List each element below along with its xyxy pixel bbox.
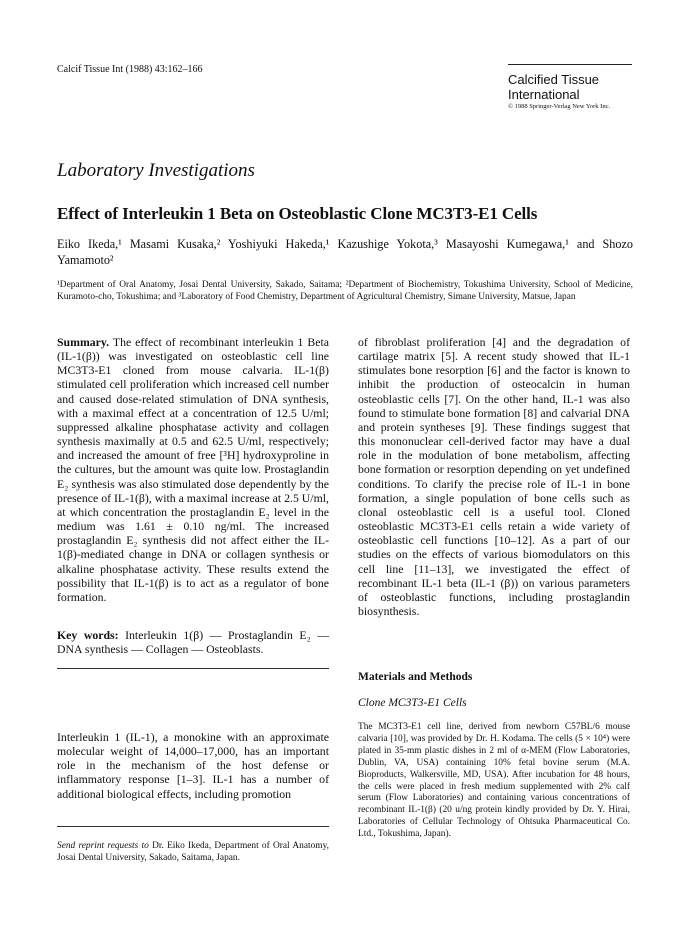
affiliations: ¹Department of Oral Anatomy, Josai Dental University, Sakado, Saitama; ²Department of Biochemistry, Tokushima University, School of Medicine, Kuramoto-cho, Tokushima; and ³Laboratory of Food Chemistry, Department of Agricultural Chemistry, Simane University, Matsue, Japan — [57, 280, 633, 302]
journal-name-line1: Calcified Tissue — [508, 72, 600, 87]
journal-name-line2: International — [508, 87, 580, 102]
journal-citation: Calcif Tissue Int (1988) 43:162–166 — [57, 64, 203, 75]
methods-heading: Materials and Methods — [358, 671, 473, 683]
keywords-text: Interleukin 1(β) — Prostaglandin E₂ — DNA synthesis — Collagen — Osteoblasts. — [57, 628, 330, 657]
summary-label: Summary. — [57, 335, 110, 349]
keywords-paragraph — [57, 628, 329, 656]
footnote-label: Send reprint requests to — [57, 841, 149, 851]
keywords-label: Key words: — [57, 628, 119, 642]
summary-paragraph — [57, 335, 329, 604]
article-title: Effect of Interleukin 1 Beta on Osteoblastic Clone MC3T3-E1 Cells — [57, 204, 538, 223]
methods-subheading: Clone MC3T3-E1 Cells — [358, 697, 467, 709]
reprint-footnote — [57, 840, 329, 864]
introduction-paragraph: Interleukin 1 (IL-1), a monokine with an approximate molecular weight of 14,000–17,000, has an important role in the mechanism of the host defense or inflammatory response [1–3]. IL-1 has a number of additional biological effects, including promotion — [57, 730, 329, 801]
footnote-divider — [57, 826, 329, 827]
introduction-continued: of fibroblast proliferation [4] and the degradation of cartilage matrix [5]. A recent study showed that IL-1 stimulates bone resorption [6] and the factor is known to inhibit the production of osteocalcin in human osteoblastic cells [7]. On the other hand, IL-1 was also found to stimulate bone formation [8] and calvarial DNA and protein syntheses [9]. These findings suggest that this mononuclear cell-derived factor may have a dual role in the modulation of bone metabolism, affecting bone formation or resorption depending on yet undefined conditions. To clarify the precise role of IL-1 in bone formation, a single population of bone cells such as clonal osteoblastic cell is a useful tool. Cloned osteoblastic MC3T3-E1 cells retain a wide variety of osteoblastic cell functions [10–12]. As a part of our studies on the effects of various biomodulators on this cell line [11–13], we investigated the effect of recombinant IL-1 beta (IL-1 (β)) on various parameters of osteoblastic functions, including prostaglandin biosynthesis. — [358, 335, 630, 618]
journal-masthead — [508, 64, 632, 110]
copyright-notice: © 1988 Springer-Verlag New York Inc. — [508, 103, 611, 110]
summary-text: The effect of recombinant interleukin 1 Beta (IL-1(β)) was investigated on osteoblastic cell line MC3T3-E1 cloned from mouse calvaria. IL-1(β) stimulated cell proliferation which increased cell number and caused dose-related stimulation of DNA synthesis, with a maximal effect at a concentration of 12.5 U/ml; suppressed alkaline phosphatase activity and collagen synthesis maximally at 0.5 and 62.5 U/ml, respectively; and increased the amount of free [³H] hydroxyproline in the cultures, but the amount was quite low. Prostaglandin E₂ synthesis was also stimulated dose dependently by the presence of IL-1(β), with a maximal increase at 2.5 U/ml, at which concentration the prostaglandin E₂ level in the medium was 1.61 ± 0.10 ng/ml. The increased prostaglandin E₂ synthesis did not affect either the IL-1(β)-mediated change in DNA or collagen synthesis or alkaline phosphatase activity. These results extend the possibility that IL-1(β) is to act as a regulator of bone formation. — [57, 335, 329, 604]
section-heading: Laboratory Investigations — [57, 160, 255, 181]
footnote-text: Dr. Eiko Ikeda, Department of Oral Anatomy, Josai Dental University, Sakado, Saitama, Japan. — [57, 841, 330, 863]
author-list: Eiko Ikeda,¹ Masami Kusaka,² Yoshiyuki Hakeda,¹ Kazushige Yokota,³ Masayoshi Kumegawa,¹ and Shozo Yamamoto² — [57, 237, 633, 267]
methods-text: The MC3T3-E1 cell line, derived from newborn C57BL/6 mouse calvaria [10], was provided by Dr. H. Kodama. The cells (5 × 10⁴) were plated in 35-mm plastic dishes in 2 ml of α-MEM (Flow Laboratories, Dublin, VA, USA) containing 10% fetal bovine serum (M.A. Bioproducts, Walkersville, MD, USA). After incubation for 48 hours, the cells were placed in fresh medium supplemented with 2% calf serum (Flow Laboratories) and containing various concentrations of recombinant IL-1(β) (20 u/ng protein kindly provided by Dr. Y. Hirai, Laboratories of Cellular Technology of Ohtsuka Pharmaceutical Co. Ltd., Tokushima, Japan). — [358, 722, 630, 840]
abstract-divider — [57, 668, 329, 669]
